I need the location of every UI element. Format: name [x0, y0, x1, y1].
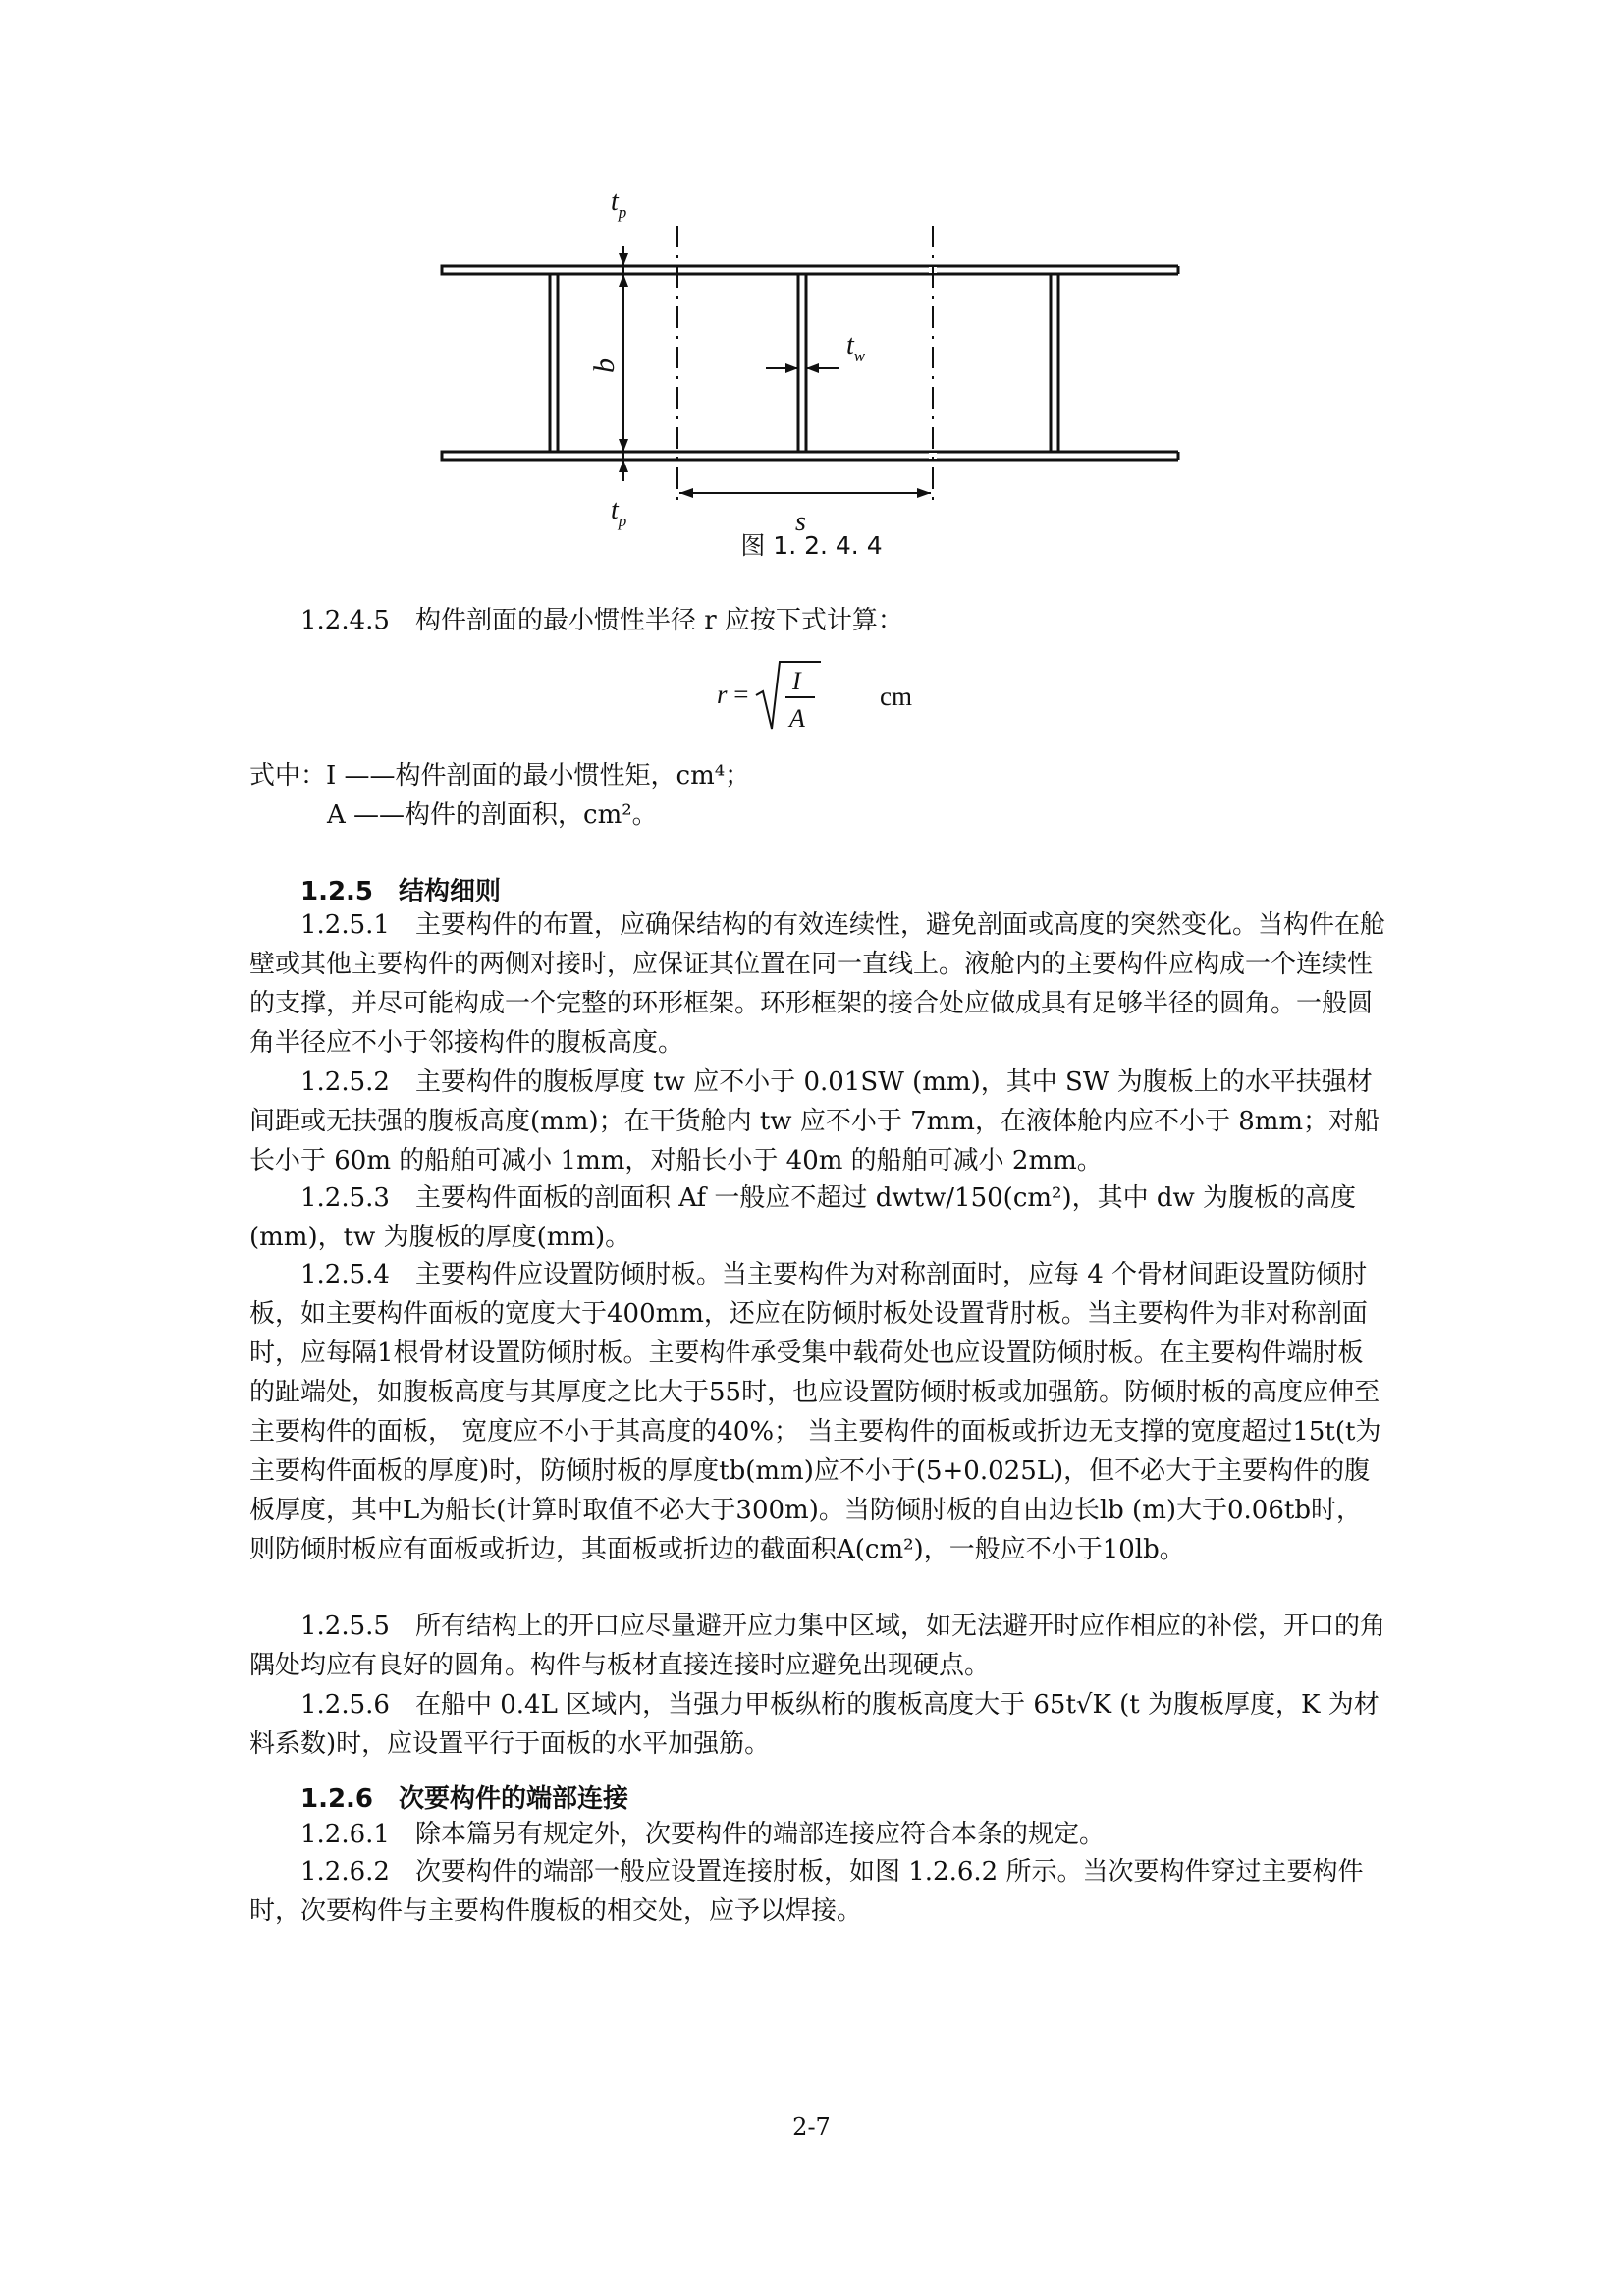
section-1-2-5-heading: 1.2.5 结构细则: [300, 877, 502, 906]
where-line-1: 式中：I ——构件剖面的最小惯性矩，cm⁴；: [249, 761, 751, 791]
clause-1-2-5-4: 1.2.5.4 主要构件应设置防倾肘板。当主要构件为对称剖面时，应每 4 个骨材间距设置防倾肘板，如主要构件面板的宽度大于400mm，还应在防倾肘板处设置背肘板。当主要构件为非对称剖面时，应每隔1根骨材设置防倾肘板。主要构件承受集中载荷处也应设置防倾肘板。在主要构件端肘板的趾端处，如腹板高度与其厚度之比大于55时，也应设置防倾肘板或加强筋。防倾肘板的高度应伸至主要构件的面板， 宽度应不小于其高度的40%； 当主要构件的面板或折边无支撑的宽度超过15t(t为主要构件面板的厚度)时，防倾肘板的厚度tb(mm)应不小于(5+0.025L)，但不必大于主要构件的腹板厚度，其中L为船长(计算时取值不必大于300m)。当防倾肘板的自由边长lb (m)大于0.06tb时，则防倾肘板应有面板或折边，其面板或折边的截面积A(cm²)，一般应不小于10lb。: [249, 1260, 1381, 1564]
web-right: [1051, 274, 1058, 452]
label-tw: $t_w$: [846, 330, 866, 365]
clause-1-2-4-5: 1.2.4.5 构件剖面的最小惯性半径 r 应按下式计算：: [300, 606, 903, 635]
label-s: s: [795, 507, 806, 537]
clause-1-2-5-3: 1.2.5.3 主要构件面板的剖面积 Af 一般应不超过 dwtw/150(cm²)，其中 dw 为腹板的高度(mm)，tw 为腹板的厚度(mm)。: [249, 1183, 1357, 1252]
clause-1-2-5-2: 1.2.5.2 主要构件的腹板厚度 tw 应不小于 0.01SW (mm)，其中 SW 为腹板上的水平扶强材间距或无扶强的腹板高度(mm)；在干货舱内 tw 应不小于 7mm，在液体舱内应不小于 8mm；对船长小于 60m 的船舶可减小 1mm，对船长小于 40m 的船舶可减小 2mm。: [249, 1067, 1380, 1175]
figure-1-2-4-4: [422, 187, 1208, 540]
top-plate: [442, 266, 933, 274]
web-left: [550, 274, 558, 452]
where-line-2: A ——构件的剖面积，cm²。: [327, 800, 658, 830]
clause-1-2-5-6: 1.2.5.6 在船中 0.4L 区域内，当强力甲板纵桁的腹板高度大于 65t√K (t 为腹板厚度，K 为材料系数)时，应设置平行于面板的水平加强筋。: [249, 1690, 1380, 1759]
bottom-plate: [442, 452, 933, 460]
web-middle: [798, 274, 806, 452]
clause-1-2-5-5: 1.2.5.5 所有结构上的开口应尽量避开应力集中区域，如无法避开时应作相应的补偿，开口的角隅处均应有良好的圆角。构件与板材直接连接时应避免出现硬点。: [249, 1612, 1385, 1680]
label-tp-top: $t_p$: [611, 187, 627, 222]
formula-radius-of-gyration: [717, 654, 1011, 742]
section-1-2-6-heading: 1.2.6 次要构件的端部连接: [300, 1784, 629, 1814]
label-b: b: [588, 358, 621, 373]
clause-1-2-6-2: 1.2.6.2 次要构件的端部一般应设置连接肘板，如图 1.2.6.2 所示。当次要构件穿过主要构件时，次要构件与主要构件腹板的相交处，应予以焊接。: [249, 1857, 1364, 1926]
formula-unit: cm: [880, 682, 912, 711]
clause-1-2-6-1: 1.2.6.1 除本篇另有规定外，次要构件的端部连接应符合本条的规定。: [300, 1820, 1105, 1849]
label-tp-bottom: $t_p$: [611, 495, 627, 530]
svg-text:r =: r =: [717, 680, 749, 709]
formula-denominator: A: [789, 704, 805, 733]
formula-numerator: I: [792, 667, 801, 695]
figure-caption: 图 1. 2. 4. 4: [740, 531, 883, 560]
clause-1-2-5-1: 1.2.5.1 主要构件的布置，应确保结构的有效连续性，避免剖面或高度的突然变化。当构件在舱壁或其他主要构件的两侧对接时，应保证其位置在同一直线上。液舱内的主要构件应构成一个连续性的支撑，并尽可能构成一个完整的环形框架。环形框架的接合处应做成具有足够半径的圆角。一般圆角半径应不小于邻接构件的腹板高度。: [249, 910, 1385, 1058]
page-number: 2-7: [792, 2113, 831, 2141]
